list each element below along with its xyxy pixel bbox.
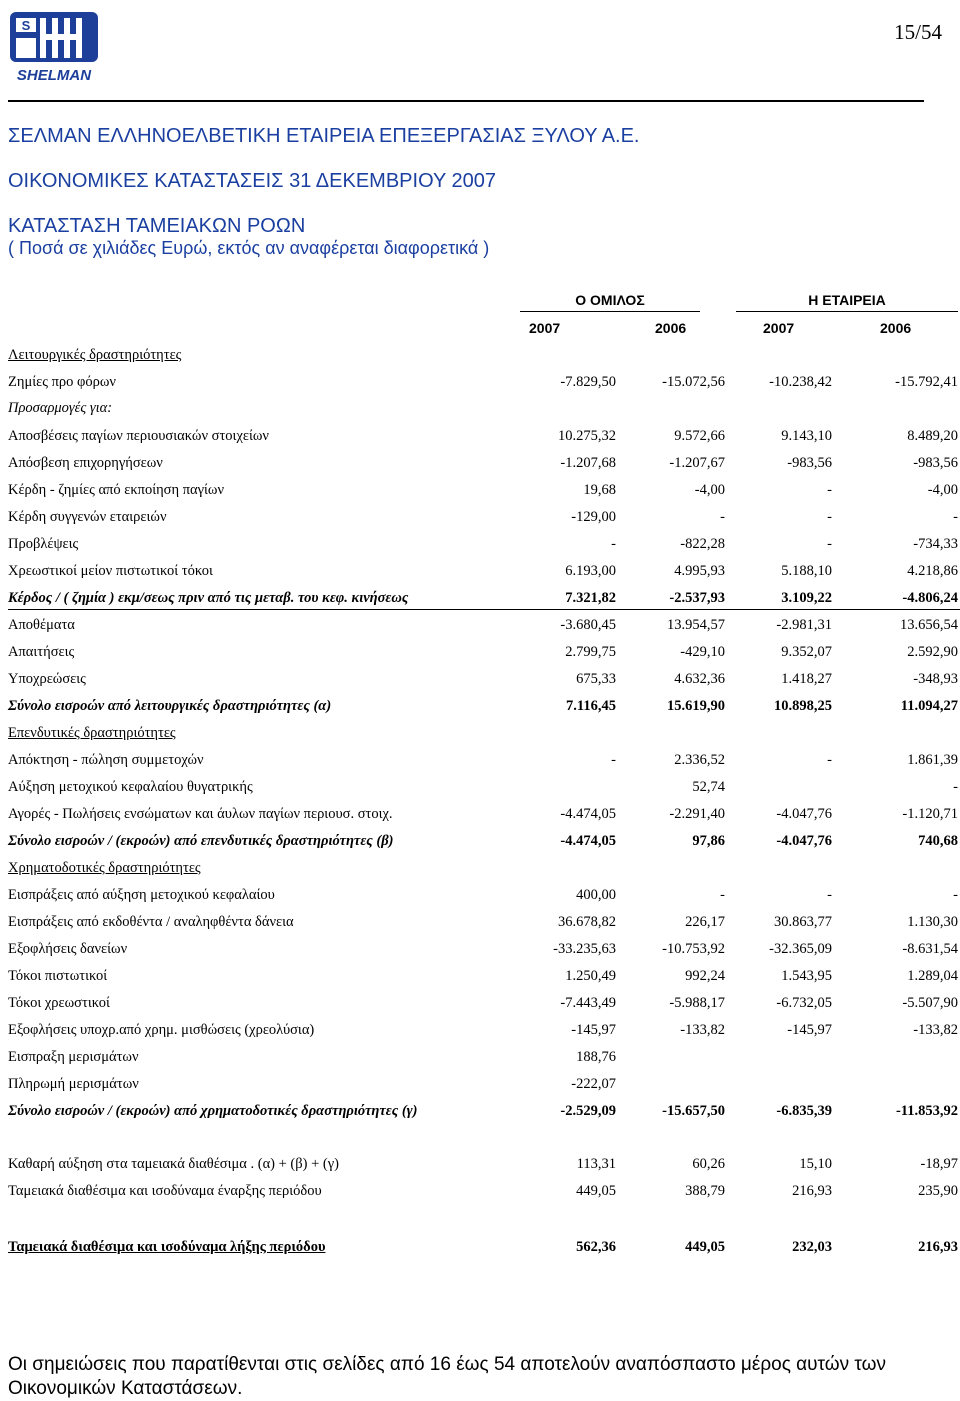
row-value: -429,10 (680, 644, 725, 660)
row-label: Αποθέματα (8, 617, 75, 633)
table-row (0, 1022, 960, 1046)
row-value: -2.291,40 (669, 806, 725, 822)
row-value: -15.657,50 (662, 1103, 725, 1119)
year-header: 2007 (529, 320, 561, 336)
row-label: Αποσβέσεις παγίων περιουσιακών στοιχείων (8, 428, 269, 444)
row-label: Τόκοι χρεωστικοί (8, 995, 110, 1011)
row-value: 226,17 (685, 914, 725, 930)
table-row (0, 1049, 960, 1073)
table-row (0, 860, 960, 884)
row-value: 4.995,93 (674, 563, 725, 579)
table-row (0, 374, 960, 398)
row-value: 3.109,22 (781, 590, 832, 606)
row-label: Ζημίες προ φόρων (8, 374, 116, 390)
year-header: 2006 (655, 320, 687, 336)
row-value: - (827, 536, 832, 552)
company-column-header: Η ΕΤΑΙΡΕΙΑ (736, 292, 958, 312)
row-label: Καθαρή αύξηση στα ταμειακά διαθέσιμα . (α) + (β) + (γ) (8, 1156, 339, 1172)
row-value: -7.829,50 (560, 374, 616, 390)
row-value: -4.474,05 (560, 806, 616, 822)
row-label: Κέρδος / ( ζημία ) εκμ/σεως πριν από τις μεταβ. του κεφ. κινήσεως (8, 590, 409, 606)
row-value: - (611, 752, 616, 768)
table-row (0, 1103, 960, 1127)
row-value: 9.143,10 (781, 428, 832, 444)
cashflow-title: ΚΑΤΑΣΤΑΣΗ ΤΑΜΕΙΑΚΩΝ ΡΟΩΝ (8, 215, 306, 237)
row-value: 1.289,04 (907, 968, 958, 984)
year-header: 2006 (880, 320, 912, 336)
row-value: 1.543,95 (781, 968, 832, 984)
table-row (0, 509, 960, 533)
row-value: 562,36 (576, 1239, 616, 1255)
row-value: -7.443,49 (560, 995, 616, 1011)
row-value: - (827, 752, 832, 768)
row-value: 992,24 (685, 968, 725, 984)
row-value: -3.680,45 (560, 617, 616, 633)
table-row (0, 1076, 960, 1100)
page-number: 15/54 (894, 20, 942, 44)
row-label: Χρεωστικοί μείον πιστωτικοί τόκοι (8, 563, 213, 579)
row-value: 60,26 (692, 1156, 725, 1172)
year-header: 2007 (763, 320, 795, 336)
table-row (0, 779, 960, 803)
table-row (0, 941, 960, 965)
table-row (0, 563, 960, 587)
row-value: -11.853,92 (895, 1103, 958, 1119)
row-value: -5.988,17 (669, 995, 725, 1011)
row-label: Εξοφλήσεις δανείων (8, 941, 128, 957)
row-value: 9.352,07 (781, 644, 832, 660)
row-value: -15.072,56 (662, 374, 725, 390)
row-value: -6.835,39 (776, 1103, 832, 1119)
row-value: 232,03 (792, 1239, 832, 1255)
table-row (0, 482, 960, 506)
row-value: - (720, 887, 725, 903)
row-value: -6.732,05 (776, 995, 832, 1011)
row-value: - (953, 779, 958, 795)
row-value: 1.250,49 (565, 968, 616, 984)
row-value: -348,93 (913, 671, 958, 687)
row-label: Προβλέψεις (8, 536, 79, 552)
row-value: 740,68 (918, 833, 958, 849)
row-label: Εισπραξη μερισμάτων (8, 1049, 139, 1065)
row-value: 449,05 (685, 1239, 725, 1255)
row-value: 1.418,27 (781, 671, 832, 687)
row-value: 6.193,00 (565, 563, 616, 579)
row-value: 388,79 (685, 1183, 725, 1199)
row-value: -4.474,05 (560, 833, 616, 849)
table-row (0, 725, 960, 749)
table-row (0, 536, 960, 560)
row-value: -4,00 (694, 482, 725, 498)
row-value: 10.898,25 (774, 698, 832, 714)
row-value: 19,68 (583, 482, 616, 498)
row-value: 15,10 (799, 1156, 832, 1172)
row-value: - (827, 509, 832, 525)
row-value: 30.863,77 (774, 914, 832, 930)
row-value: 97,86 (692, 833, 725, 849)
row-value: -129,00 (571, 509, 616, 525)
logo-text: SHELMAN (16, 67, 92, 84)
row-label: Σύνολο εισροών από λειτουργικές δραστηριότητες (α) (8, 698, 332, 714)
table-row (0, 671, 960, 695)
row-value: - (953, 509, 958, 525)
row-label: Χρηματοδοτικές δραστηριότητες (8, 860, 201, 876)
row-value: 449,05 (576, 1183, 616, 1199)
table-row (0, 347, 960, 371)
table-row (0, 968, 960, 992)
row-label: Εισπράξεις από εκδοθέντα / αναληφθέντα δάνεια (8, 914, 294, 930)
table-row (0, 1239, 960, 1263)
row-value: - (953, 887, 958, 903)
group-column-header: Ο ΟΜΙΛΟΣ (520, 292, 700, 312)
table-row (0, 806, 960, 830)
row-label: Ταμειακά διαθέσιμα και ισοδύναμα λήξης περιόδου (8, 1239, 326, 1255)
row-value: 5.188,10 (781, 563, 832, 579)
row-value: -145,97 (571, 1022, 616, 1038)
table-row (0, 995, 960, 1019)
row-value: 9.572,66 (674, 428, 725, 444)
row-value: -10.753,92 (662, 941, 725, 957)
row-value: 52,74 (692, 779, 725, 795)
table-row (0, 1183, 960, 1207)
row-value: 113,31 (576, 1156, 616, 1172)
row-value: 36.678,82 (558, 914, 616, 930)
row-value: -4,00 (927, 482, 958, 498)
row-value: - (827, 482, 832, 498)
row-label: Εξοφλήσεις υποχρ.από χρημ. μισθώσεις (χρεολύσια) (8, 1022, 315, 1038)
row-value: 13.954,57 (667, 617, 725, 633)
logo-letter: S (21, 18, 31, 33)
statements-title: ΟΙΚΟΝΟΜΙΚΕΣ ΚΑΤΑΣΤΑΣΕΙΣ 31 ΔΕΚΕΜΒΡΙΟΥ 2007 (8, 170, 497, 192)
footer-note: Οι σημειώσεις που παρατίθενται στις σελίδες από 16 έως 54 αποτελούν αναπόσπαστο μέρος αυτών των Οικονομικών Καταστάσεων. (8, 1354, 886, 1399)
row-label: Επενδυτικές δραστηριότητες (8, 725, 176, 741)
company-title: ΣΕΛΜΑΝ ΕΛΛΗΝΟΕΛΒΕΤΙΚΗ ΕΤΑΙΡΕΙΑ ΕΠΕΞΕΡΓΑΣΙΑΣ ΞΥΛΟΥ Α.Ε. (8, 125, 640, 147)
row-value: -1.207,68 (560, 455, 616, 471)
header-divider (8, 100, 924, 102)
table-row (0, 1156, 960, 1180)
row-value: -983,56 (913, 455, 958, 471)
row-value: -18,97 (920, 1156, 958, 1172)
table-row (0, 752, 960, 776)
row-label: Σύνολο εισροών / (εκροών) από χρηματοδοτικές δραστηριότητες (γ) (8, 1103, 418, 1119)
row-label: Πληρωμή μερισμάτων (8, 1076, 139, 1092)
row-value: 8.489,20 (907, 428, 958, 444)
row-value: 2.336,52 (674, 752, 725, 768)
row-value: 2.592,90 (907, 644, 958, 660)
row-value: -10.238,42 (769, 374, 832, 390)
row-value: 235,90 (918, 1183, 958, 1199)
row-value: - (720, 509, 725, 525)
row-value: -734,33 (913, 536, 958, 552)
table-row (0, 914, 960, 938)
row-label: Αύξηση μετοχικού κεφαλαίου θυγατρικής (8, 779, 253, 795)
row-value: -2.537,93 (669, 590, 725, 606)
table-row (0, 590, 960, 614)
row-underline (8, 609, 960, 610)
row-value: -2.981,31 (776, 617, 832, 633)
row-value: 1.130,30 (907, 914, 958, 930)
row-label: Απόσβεση επιχορηγήσεων (8, 455, 163, 471)
row-value: 11.094,27 (900, 698, 958, 714)
row-value: 13.656,54 (900, 617, 958, 633)
row-value: 7.321,82 (565, 590, 616, 606)
amounts-subtitle: ( Ποσά σε χιλιάδες Ευρώ, εκτός αν αναφέρεται διαφορετικά ) (8, 238, 490, 258)
row-label: Λειτουργικές δραστηριότητες (8, 347, 182, 363)
row-value: -15.792,41 (895, 374, 958, 390)
row-label: Απόκτηση - πώληση συμμετοχών (8, 752, 204, 768)
row-value: -2.529,09 (560, 1103, 616, 1119)
row-label: Σύνολο εισροών / (εκροών) από επενδυτικές δραστηριότητες (β) (8, 833, 394, 849)
row-value: 216,93 (792, 1183, 832, 1199)
row-label: Τόκοι πιστωτικοί (8, 968, 108, 984)
row-value: -32.365,09 (769, 941, 832, 957)
row-value: -1.120,71 (902, 806, 958, 822)
row-value: 675,33 (576, 671, 616, 687)
row-value: 10.275,32 (558, 428, 616, 444)
row-value: 188,76 (576, 1049, 616, 1065)
table-row (0, 887, 960, 911)
shelman-logo (6, 8, 102, 84)
row-value: -8.631,54 (902, 941, 958, 957)
row-value: 2.799,75 (565, 644, 616, 660)
row-label: Απαιτήσεις (8, 644, 75, 660)
table-row (0, 428, 960, 452)
row-value: 400,00 (576, 887, 616, 903)
row-value: 15.619,90 (667, 698, 725, 714)
row-value: -133,82 (680, 1022, 725, 1038)
row-value: -5.507,90 (902, 995, 958, 1011)
table-row (0, 698, 960, 722)
row-label: Εισπράξεις από αύξηση μετοχικού κεφαλαίου (8, 887, 275, 903)
row-label: Κέρδη συγγενών εταιρειών (8, 509, 167, 525)
row-label: Κέρδη - ζημίες από εκποίηση παγίων (8, 482, 225, 498)
row-value: 4.218,86 (907, 563, 958, 579)
row-label: Προσαρμογές για: (8, 400, 113, 416)
row-value: 1.861,39 (907, 752, 958, 768)
table-row (0, 644, 960, 668)
row-value: 7.116,45 (566, 698, 616, 714)
row-label: Ταμειακά διαθέσιμα και ισοδύναμα έναρξης περιόδου (8, 1183, 322, 1199)
row-value: -822,28 (680, 536, 725, 552)
table-row (0, 400, 960, 424)
row-value: 216,93 (918, 1239, 958, 1255)
row-label: Αγορές - Πωλήσεις ενσώματων και άυλων παγίων περιουσ. στοιχ. (8, 806, 393, 822)
row-value: - (827, 887, 832, 903)
row-value: -4.806,24 (902, 590, 958, 606)
table-row (0, 617, 960, 641)
row-value: -33.235,63 (553, 941, 616, 957)
table-row (0, 833, 960, 857)
row-label: Υποχρεώσεις (8, 671, 86, 687)
row-value: -1.207,67 (669, 455, 725, 471)
row-value: -145,97 (787, 1022, 832, 1038)
row-value: -4.047,76 (776, 806, 832, 822)
row-value: -983,56 (787, 455, 832, 471)
row-value: -222,07 (571, 1076, 616, 1092)
row-value: 4.632,36 (674, 671, 725, 687)
table-row (0, 455, 960, 479)
row-value: - (611, 536, 616, 552)
row-value: -133,82 (913, 1022, 958, 1038)
row-value: -4.047,76 (776, 833, 832, 849)
